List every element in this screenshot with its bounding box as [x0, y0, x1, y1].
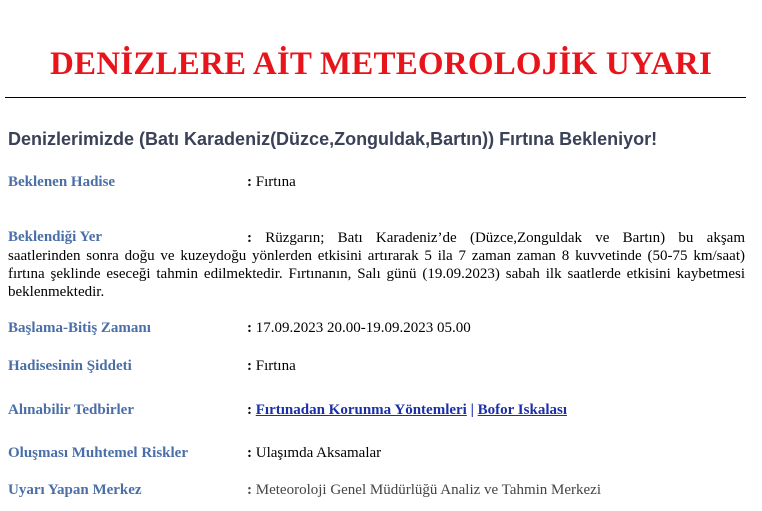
label-expected-location: Beklendiği Yer [8, 229, 103, 245]
storm-protection-link[interactable]: Fırtınadan Korunma Yöntemleri [255, 402, 467, 418]
colon: : [247, 402, 252, 418]
label-time-range: Başlama-Bitiş Zamanı [8, 320, 151, 336]
time-range-text: 17.09.2023 20.00-19.09.2023 05.00 [255, 320, 471, 336]
severity-text: Fırtına [255, 358, 296, 374]
colon: : [247, 445, 252, 461]
warning-subtitle: Denizlerimizde (Batı Karadeniz(Düzce,Zonguldak,Bartın)) Fırtına Bekleniyor! [8, 129, 658, 149]
expected-event-text: Fırtına [255, 174, 296, 190]
label-possible-risks: Oluşması Muhtemel Riskler [8, 445, 188, 461]
value-precautions [247, 402, 567, 419]
label-precautions: Alınabilir Tedbirler [8, 402, 134, 418]
beaufort-scale-link[interactable]: Bofor Iskalası [477, 402, 567, 418]
colon: : [247, 320, 252, 336]
value-severity [247, 358, 296, 375]
colon: : [247, 482, 252, 498]
colon: : [247, 358, 252, 374]
label-severity: Hadisesinin Şiddeti [8, 358, 132, 374]
issuing-center-text: Meteoroloji Genel Müdürlüğü Analiz ve Tahmin Merkezi [255, 482, 602, 498]
value-expected-event [247, 174, 296, 191]
value-issuing-center [247, 482, 601, 499]
page-title: DENİZLERE AİT METEOROLOJİK UYARI [50, 46, 712, 82]
possible-risks-text: Ulaşımda Aksamalar [255, 445, 382, 461]
value-time-range [247, 320, 471, 337]
label-expected-event: Beklenen Hadise [8, 174, 116, 190]
colon: : [247, 230, 252, 246]
value-possible-risks [247, 445, 381, 462]
expected-location-text: Rüzgarın; Batı Karadeniz’de (Düzce,Zonguldak ve Bartın) bu akşam saatlerinden sonra doğu ve kuzeydoğu yönlerden etkisini artırarak 5 ila 7 zaman zaman 8 kuvvetinde (50-75 km/saat) fırtına şeklinde eseceği tahmin edilmektedir. Fırtınanın, Salı günü (19.09.2023) sabah ilk saatlerde etkisini kaybetmesi beklenmektedir. [8, 230, 746, 300]
value-expected-location [8, 229, 745, 301]
title-divider [5, 97, 746, 98]
colon: : [247, 174, 252, 190]
link-separator: | [470, 402, 474, 418]
label-issuing-center: Uyarı Yapan Merkez [8, 482, 142, 498]
